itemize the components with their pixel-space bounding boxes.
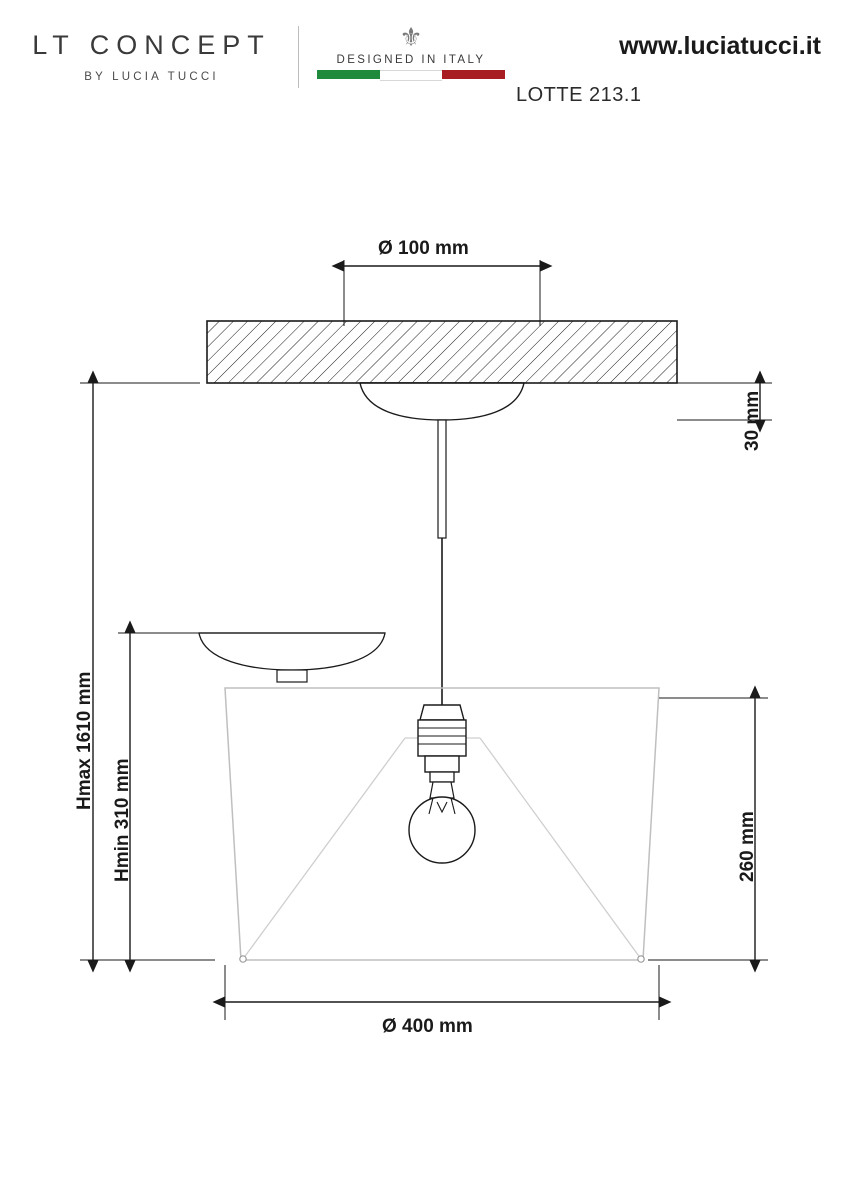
website-url[interactable]: www.luciatucci.it: [619, 32, 821, 60]
fleur-de-lis-icon: ⚜: [399, 22, 423, 52]
brand-name: LT CONCEPT: [32, 30, 271, 60]
model-name: LOTTE 213.1: [516, 84, 642, 106]
brand-logo: [14, 30, 289, 83]
page-header: [0, 0, 849, 130]
brand-tagline: BY LUCIA TUCCI: [84, 71, 219, 83]
technical-drawing: [0, 130, 849, 1200]
drawing-svg: [0, 130, 849, 1200]
designed-in-italy-label: DESIGNED IN ITALY: [336, 54, 486, 66]
dim-label-canopy-diameter: Ø 100 mm: [378, 238, 469, 259]
dim-label-hmin: Hmin 310 mm: [112, 758, 133, 882]
dim-label-shade-diameter: Ø 400 mm: [382, 1016, 473, 1037]
dim-label-shade-height: 260 mm: [737, 811, 758, 882]
header-divider: [298, 26, 299, 88]
dim-label-hmax: Hmax 1610 mm: [74, 671, 95, 810]
dim-label-canopy-height: 30 mm: [742, 390, 763, 451]
italian-flag-icon: [317, 70, 505, 79]
made-in-italy-badge: [315, 24, 507, 79]
